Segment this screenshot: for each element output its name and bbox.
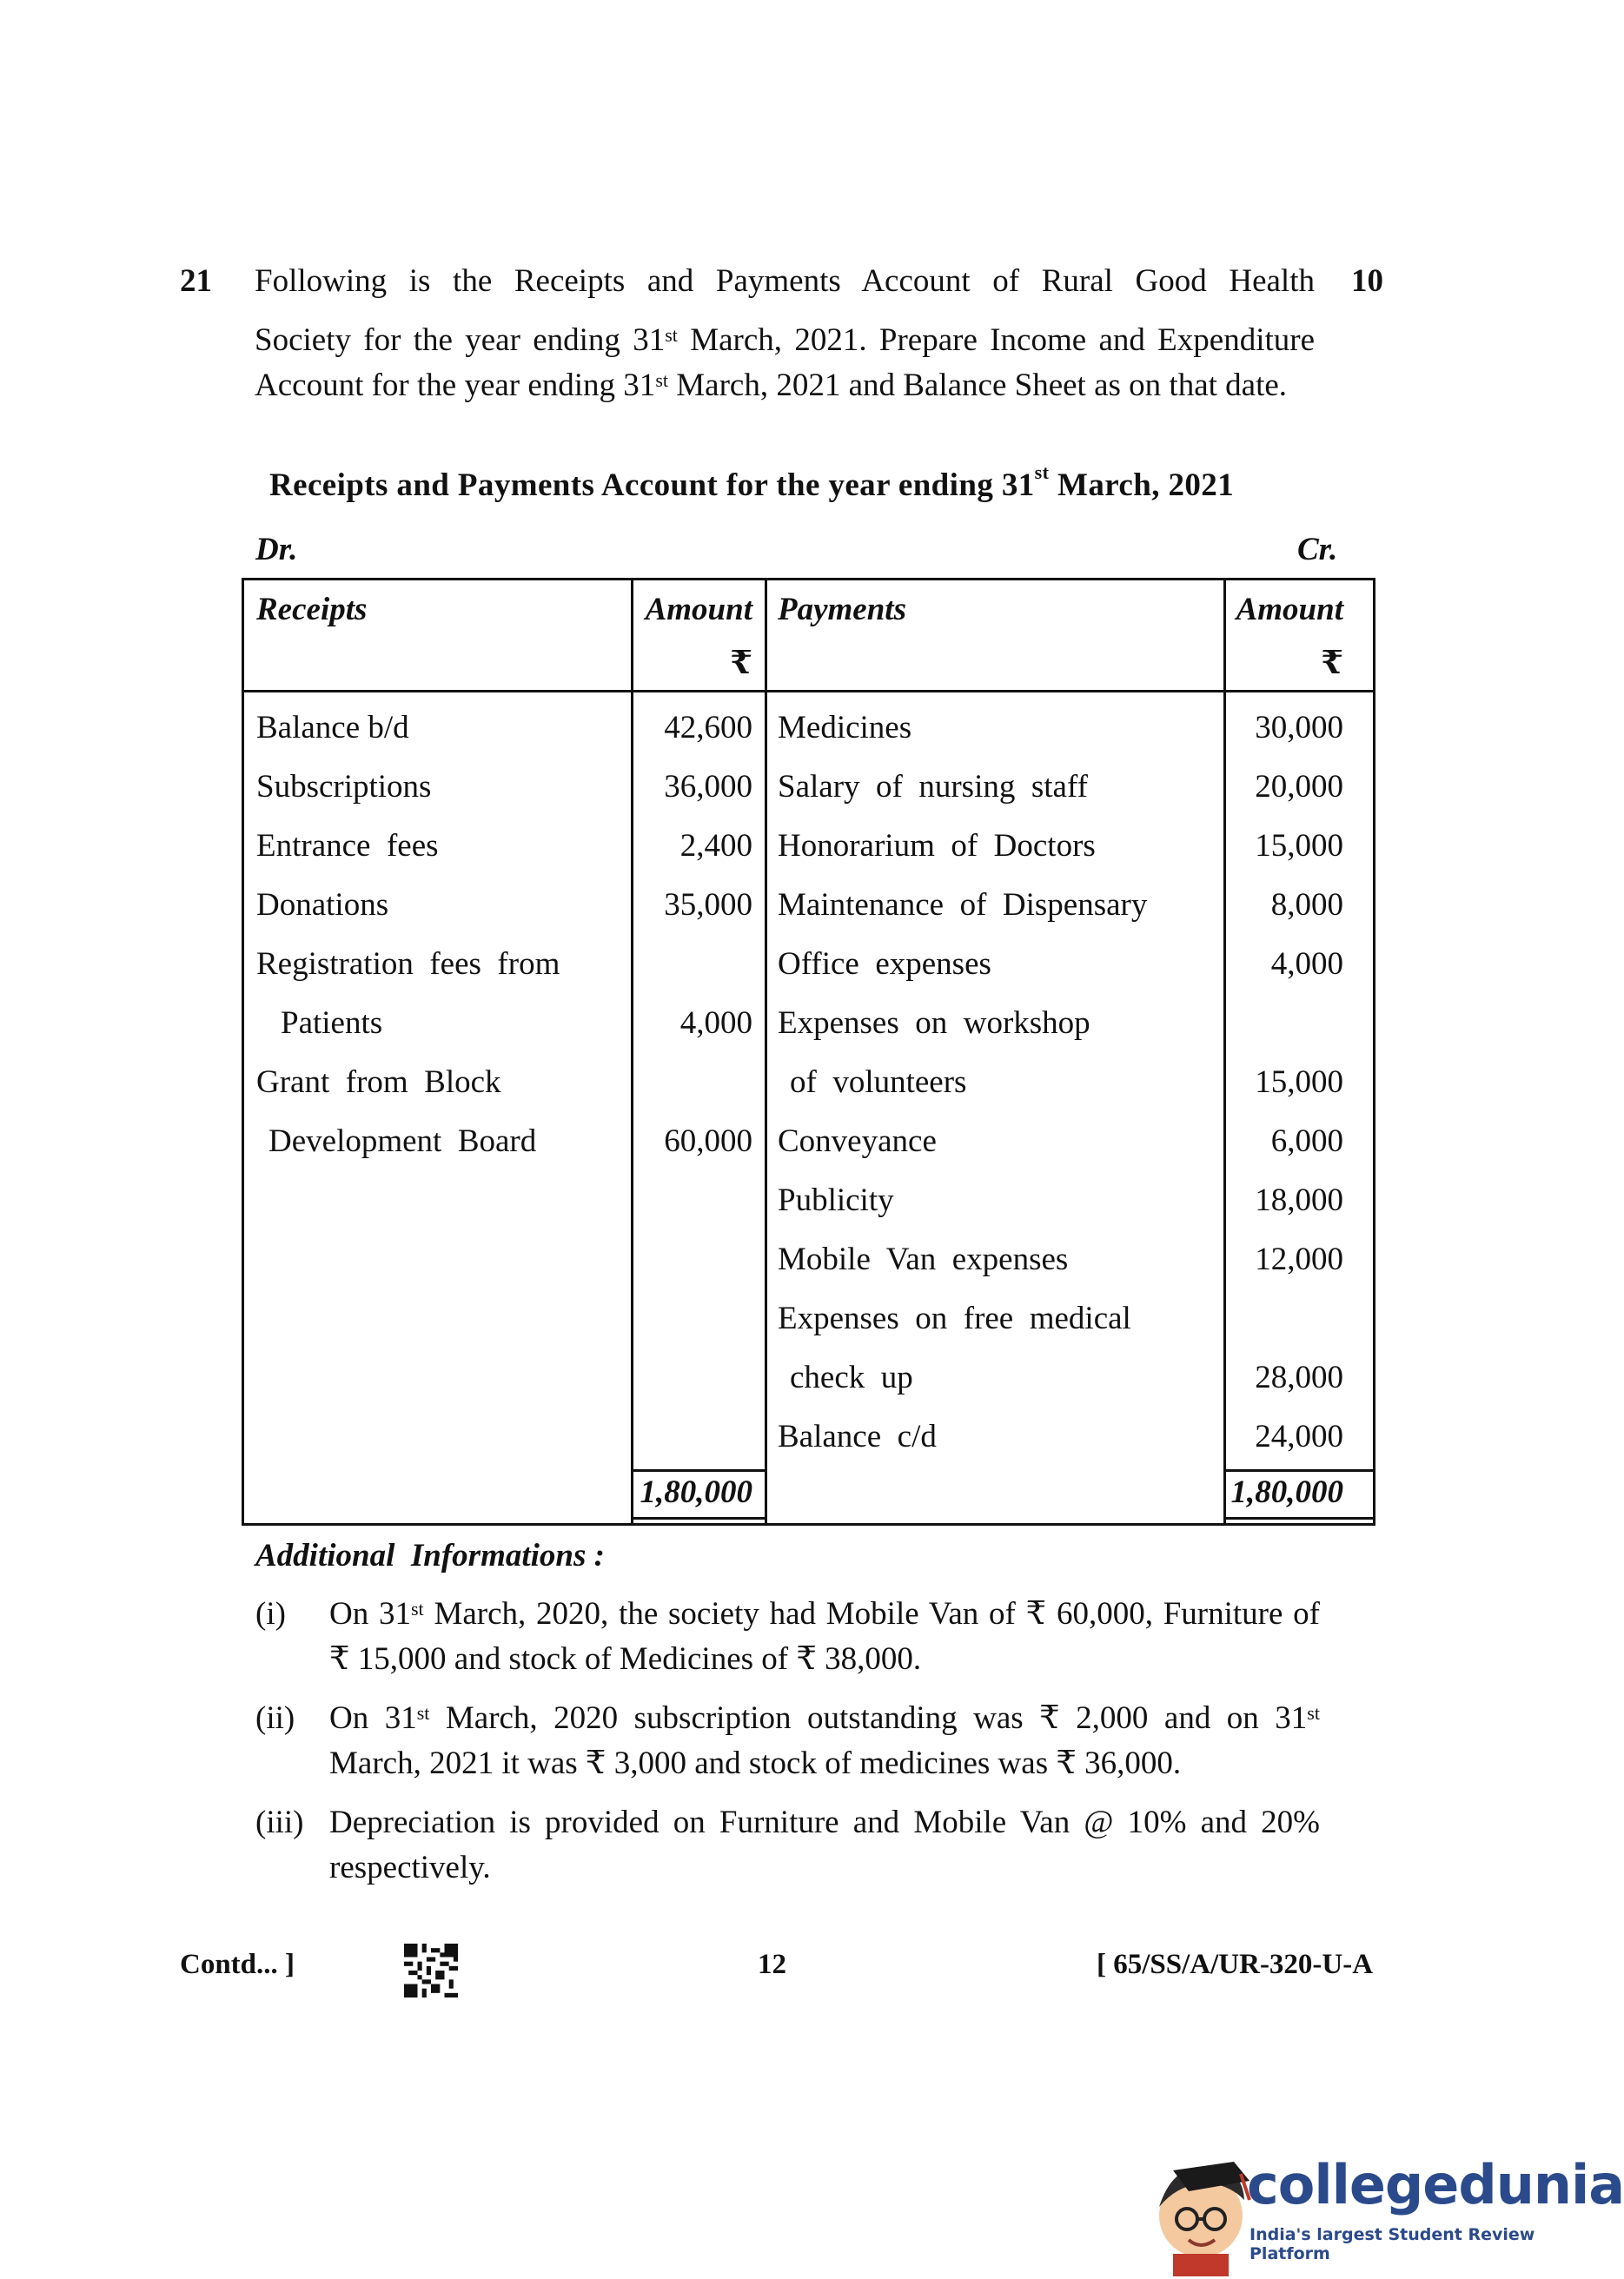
payment-amount: 15,000 — [1255, 828, 1343, 864]
question-line-1: Following is the Receipts and Payments Account of Rural Good Health — [255, 263, 1315, 299]
credit-label: Cr. — [1297, 532, 1338, 567]
receipt-label: Donations — [256, 887, 389, 923]
payment-label: check up — [790, 1360, 913, 1395]
item-text: On 31st March, 2020 subscription outstanding was ₹ 2,000 and on 31st March, 2021 it was ₹ 3,000 and stock of medicines was ₹ 36,000. — [329, 1700, 1320, 1781]
payment-amount: 4,000 — [1270, 946, 1343, 982]
question-marks: 10 — [1351, 263, 1383, 299]
receipt-label: Patients — [281, 1005, 383, 1041]
item-label: (ii) — [255, 1700, 295, 1736]
payment-amount: 8,000 — [1270, 887, 1343, 923]
footer-paper-code: [ 65/SS/A/UR-320-U-A — [1097, 1949, 1374, 1980]
column-divider — [1223, 580, 1226, 1523]
rupee-symbol: ₹ — [1321, 646, 1343, 681]
question-body: Society for the year ending 31st March, 2021. Prepare Income and Expenditure Account for the year ending 31st March, 2021 and Balance Sheet as on that date. — [255, 322, 1316, 403]
question-number: 21 — [180, 263, 212, 299]
total-receipts: 1,80,000 — [640, 1474, 752, 1510]
receipt-label: Entrance fees — [256, 828, 439, 864]
rupee-symbol: ₹ — [730, 646, 752, 681]
brand-tagline: India's largest Student Review Platform — [1249, 2225, 1535, 2263]
additional-info-title: Additional Informations : — [255, 1538, 605, 1573]
additional-item — [255, 1696, 1320, 1792]
additional-item — [255, 1592, 1320, 1687]
footer-page-number: 12 — [758, 1949, 786, 1980]
receipt-label: Registration fees from — [256, 946, 560, 982]
brand-name: collegedunia — [1247, 2153, 1624, 2216]
payment-label: Honorarium of Doctors — [778, 828, 1096, 864]
item-label: (iii) — [255, 1805, 304, 1840]
column-divider — [631, 580, 633, 1523]
payment-amount: 6,000 — [1270, 1123, 1343, 1159]
header-amount-receipts: Amount — [645, 592, 752, 627]
payment-amount: 15,000 — [1255, 1064, 1343, 1100]
item-text: Depreciation is provided on Furniture and Mobile Van @ 10% and 20% respectively. — [329, 1805, 1320, 1885]
total-payments: 1,80,000 — [1230, 1474, 1343, 1510]
payment-label: Office expenses — [778, 946, 991, 982]
payment-amount: 30,000 — [1255, 710, 1343, 745]
payment-label: Medicines — [778, 710, 912, 745]
payment-label: Expenses on workshop — [778, 1005, 1090, 1041]
payment-amount: 28,000 — [1255, 1360, 1343, 1395]
payment-label: Balance c/d — [778, 1419, 937, 1454]
receipt-amount: 2,400 — [679, 828, 752, 864]
column-divider — [765, 580, 767, 1523]
payment-label: Maintenance of Dispensary — [778, 887, 1148, 923]
additional-item — [255, 1800, 1320, 1896]
receipt-amount: 35,000 — [664, 887, 752, 923]
qr-code-icon — [404, 1944, 458, 1997]
header-payments: Payments — [778, 592, 906, 627]
payment-label: Mobile Van expenses — [778, 1242, 1069, 1277]
footer-contd: Contd... ] — [180, 1949, 295, 1980]
payment-label: Conveyance — [778, 1123, 937, 1159]
receipt-label: Balance b/d — [256, 710, 409, 745]
debit-label: Dr. — [255, 532, 298, 567]
payment-label: of volunteers — [790, 1064, 967, 1100]
payment-label: Expenses on free medical — [778, 1301, 1131, 1336]
payment-amount: 20,000 — [1255, 769, 1343, 805]
table-title: Receipts and Payments Account for the year ending 31st March, 2021 — [269, 461, 1235, 503]
payment-label: Publicity — [778, 1183, 894, 1218]
receipt-amount: 42,600 — [664, 710, 752, 745]
receipts-payments-table — [242, 578, 1375, 1526]
payment-label: Salary of nursing staff — [778, 769, 1088, 805]
header-divider — [244, 690, 1373, 692]
item-text: On 31st March, 2020, the society had Mobile Van of ₹ 60,000, Furniture of ₹ 15,000 and stock of Medicines of ₹ 38,000. — [329, 1596, 1320, 1677]
receipt-amount: 4,000 — [679, 1005, 752, 1041]
payment-amount: 24,000 — [1255, 1419, 1343, 1454]
question-text — [255, 259, 1315, 408]
item-label: (i) — [255, 1596, 286, 1632]
receipt-label: Development Board — [268, 1123, 537, 1159]
receipt-amount: 60,000 — [664, 1123, 752, 1159]
payment-amount: 12,000 — [1255, 1242, 1343, 1277]
receipt-label: Subscriptions — [256, 769, 432, 805]
receipt-label: Grant from Block — [256, 1064, 501, 1100]
header-amount-payments: Amount — [1236, 592, 1343, 627]
payment-amount: 18,000 — [1255, 1183, 1343, 1218]
receipt-amount: 36,000 — [664, 769, 752, 805]
header-receipts: Receipts — [256, 592, 368, 627]
